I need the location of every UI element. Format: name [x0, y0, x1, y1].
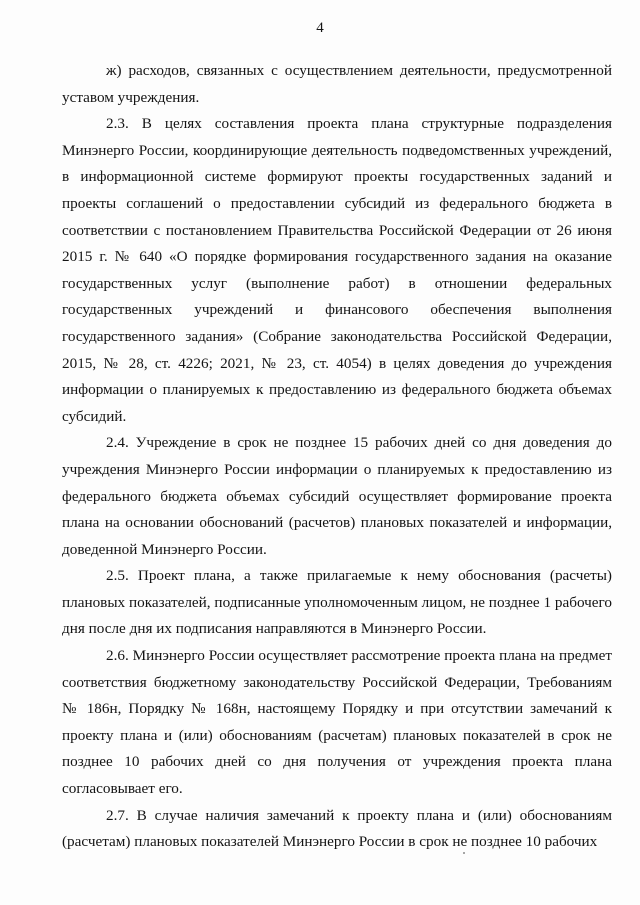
page-number: 4	[316, 20, 324, 36]
paragraph-item-2-3: 2.3. В целях составления проекта плана структурные подразделения Минэнерго России, координирующие деятельность подведомственных учреждений, в информационной системе формируют проекты государственных заданий и проекты соглашений о предоставлении субсидий из федерального бюджета в соответствии с постановлением Правительства Российской Федерации от 26 июня 2015 г. № 640 «О порядке формирования государственного задания на оказание государственных услуг (выполнение работ) в отношении федеральных государственных учреждений и финансового обеспечения выполнения государственного задания» (Собрание законодательства Российской Федерации, 2015, № 28, ст. 4226; 2021, № 23, ст. 4054) в целях доведения до учреждения информации о планируемых к предоставлению из федерального бюджета объемах субсидий.	[62, 115, 612, 425]
document-body	[62, 58, 612, 856]
paragraph-item-2-5: 2.5. Проект плана, а также прилагаемые к нему обоснования (расчеты) плановых показателей, подписанные уполномоченным лицом, не позднее 1 рабочего дня после дня их подписания направляются в Минэнерго России.	[62, 567, 612, 638]
paragraph-item-zh: ж) расходов, связанных с осуществлением деятельности, предусмотренной уставом учреждения.	[62, 62, 612, 106]
paragraph-item-2-4: 2.4. Учреждение в срок не позднее 15 рабочих дней со дня доведения до учреждения Минэнерго России информации о планируемых к предоставлению из федерального бюджета объемах субсидий осуществляет формирование проекта плана на основании обоснований (расчетов) плановых показателей и информации, доведенной Минэнерго России.	[62, 434, 612, 558]
scan-speck	[463, 852, 465, 854]
paragraph-item-2-7: 2.7. В случае наличия замечаний к проекту плана и (или) обоснованиям (расчетам) плановых показателей Минэнерго России в срок не позднее 10 рабочих	[62, 806, 612, 851]
paragraph-item-2-6: 2.6. Минэнерго России осуществляет рассмотрение проекта плана на предмет соответствия бюджетному законодательству Российской Федерации, Требованиям № 186н, Порядку № 168н, настоящему Порядку и при отсутствии замечаний к проекту плана и (или) обоснованиям (расчетам) плановых показателей в срок не позднее 10 рабочих дней со дня получения от учреждения проекта плана согласовывает его.	[62, 647, 612, 798]
